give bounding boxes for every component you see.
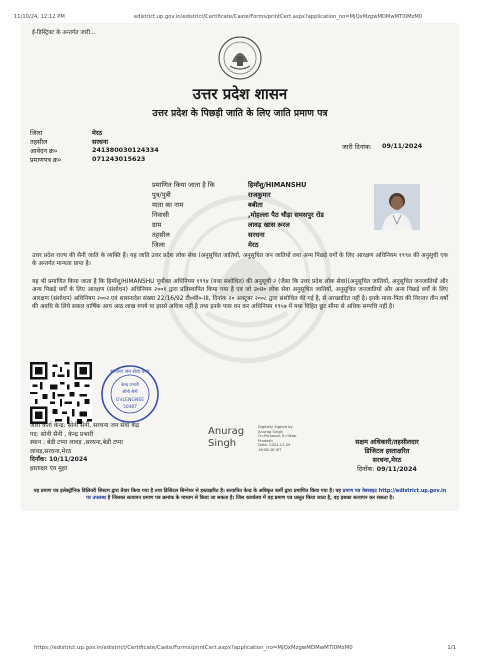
meta-row: तहसील सरधना — [30, 138, 109, 146]
svg-text:सौनी सैनी: सौनी सैनी — [122, 390, 138, 395]
svg-text:सरधना जन सेवा केन्द्र: सरधना जन सेवा केन्द्र — [110, 369, 150, 375]
applicant-photo — [374, 184, 420, 230]
svg-text:GVLENGNEE: GVLENGNEE — [115, 398, 145, 403]
print-url-top: edistrict.up.gov.in/edistrict/Certificate/Caste/Forms/printCert.aspx?application_no=MjQxMzgwMDMwMTI0MzM0 — [134, 14, 423, 20]
meta-row: प्रमाणपत्र क्र० 071243015623 — [30, 155, 146, 164]
issue-date: जारी दिनांक: 09/11/2024 — [342, 142, 423, 151]
certificate-subtitle: उत्तर प्रदेश के पिछड़ी जाति के लिए जाति प्रमाण पत्र — [152, 108, 328, 119]
meta-row: जिला मेरठ — [30, 129, 103, 137]
svg-text:50487: 50487 — [123, 405, 137, 410]
page-number: 1/1 — [447, 645, 456, 651]
verification-note: यह प्रमाण पत्र इलेक्ट्रॉनिक डिलिवरी सिस्टम द्वारा तैयार किया गया है तथा डिजिटल सिग्नेचर से हस्ताक्षरित है। सत्यापित केन्द्र के अधिकृत कर्मी द्वारा प्रमाणित किया गया है। यह प्रमाण पत्र वेबसाइट http://edistrict.up.gov.in पर उपलब्ध है जिसका सत्यापन प्रमाण पत्र क्रमांक के माध्यम से किया जा सकता है। जिस कार्यालय में यह प्रमाण पत्र प्रस्तुत किया जाता है, वह इसका सत्यापन कर सकता है। — [33, 488, 447, 502]
caste-paragraph: उत्तर प्रदेश राज्य की सैनी जाति के व्यक्ति हैं। यह जाति उत्तर प्रदेश लोक सेवा (अनुसूचित जातियों, अनुसूचित जन जातियों तथा अन्य पिछड़े वर्गों के लिए आरक्षण अधिनियम १९९४ की अनुसूची एक के अन्तर्गत मान्यता प्राप्त है। — [32, 253, 448, 268]
print-url-bottom: https://edistrict.up.gov.in/edistrict/Certificate/Caste/Forms/printCert.aspx?application_no=MjQxMzgwMDMwMTI0MzM0 — [34, 645, 353, 651]
authority-block: सक्षम अधिकारी/तहसीलदार डिजिटल हस्ताक्षरित सरधना,मेरठ दिनाँक: 09/11/2024 — [355, 438, 419, 473]
browser-header — [14, 14, 466, 20]
certificate-page: ई-डिस्ट्रिक्ट के अन्तर्गत जारी... उत्तर प्रदेश शासन उत्तर प्रदेश के पिछड़ी जाति के लिए जाति प्रमाण पत्र जिला मेरठ तहसील सरधना आवेदन क्र० 241380030124334 प्रमाणपत्र क्र० 071243015623 जारी दिनांक: 09/11/2024 प्रमाणित किया जाता है कि हिमाँशु/HIMANSHU पुत्र/पुत्री राजकुमार माता का नाम बबीता निवासी ,मोहल्ला पैठ चौड़ा समसपुर रोड ग्राम लावड़ खास रूरल तहसील सरधना जिला मेरठ उत्तर प्रदेश राज्य की सैनी जाति के व्यक्ति हैं। यह जाति उत्तर प्रदेश लोक सेवा (अनुसूचित जातियों, अनुसूचित जन जातियों तथा अन्य पिछड़े वर्गों के लिए आरक्षण अधिनियम १९९४ की अनुसूची एक के अन्तर्गत मान्यता प्राप्त है। यह भी प्रमाणित किया जाता है कि हिमाँशु/HIMANSHU पूर्वोक्त अधिनियम १९९४ (यथा संशोधित) की अनुसूची २ (जैसा कि उत्तर प्रदेश लोक सेवा)(अनुसूचित जातियों, अनुसूचित जनजातियों और अन्य पिछड़े वर्गों के लिए आरक्षण (संशोधन) अधिनियम २००१ द्वारा प्रतिस्थापित किया गया है एवं जो उ०प्र० लोक सेवा अनुसूचित जातियों, अनुसूचित जनजातियों और अन्य पिछड़े वर्गों के लिए आरक्षण (संशोधन) अधिनियम २००२ एवं शासनादेश संख्या 22/16/92 टी०सी०-III, दिनांक २० अक्टूबर २००८ द्वारा संशोधित की गई है, से आच्छादित नहीं है। इनके माता-पिता की निरन्तर तीन वर्षों की अवधि के लिये सकल वार्षिक आय आठ लाख रुपये या इससे अधिक नहीं है तथा इनके पास धन कर अधिनियम १९५७ में यथा विहित छूट सीमा से अधिक सम्पत्ति नहीं है। सरधना जन सेवा केन्द्र केन्द्र प्रभारी सौनी सैनी GVLENGNEE 50487 जारी कर्ता केन्द्र: सोनी सैनी, सरधना जन सेवा केंद्र पद: सोनी सैनी , केन्द्र प्रभारी स्थान : बेडी टप्पा लावड़ ,सरधना,बेडी टप्पा लावड़,सरधना,मेरठ दिनाँक: 10/11/2024 हस्ताक्षर एंव मुहर Anurag Singh Digitally Signed by Anurag Singh O=Personal, S=Uttar Pradesh Date: 2024.11.09 16:08:18 IST सक्षम अधिकारी/तहसीलदार डिजिटल हस्ताक्षरित सरधना,मेरठ दिनाँक: 09/11/2024 यह प्रमाण पत्र इलेक्ट्रॉनिक डिलिवरी सिस्टम द्वारा तैयार किया गया है तथा डिजिटल सिग्नेचर से हस्ताक्षरित है। सत्यापित केन्द्र के अधिकृत कर्मी द्वारा प्रमाणित किया गया है। यह प्रमाण पत्र वेबसाइट http://edistrict.up.gov.in पर उपलब्ध है जिसका सत्यापन प्रमाण पत्र क्रमांक के माध्यम से किया जा सकता है। जिस कार्यालय में यह प्रमाण पत्र प्रस्तुत किया जाता है, वह इसका सत्यापन कर सकता है। — [22, 24, 458, 510]
issuer-block: जारी कर्ता केन्द्र: सोनी सैनी, सरधना जन सेवा केंद्र पद: सोनी सैनी , केन्द्र प्रभारी स्थान : बेडी टप्पा लावड़ ,सरधना,बेडी टप्पा लावड़,सरधना,मेरठ दिनाँक: 10/11/2024 हस्ताक्षर एंव मुहर — [30, 422, 140, 472]
svg-text:केन्द्र प्रभारी: केन्द्र प्रभारी — [121, 383, 139, 388]
verification-url[interactable]: प्रमाण पत्र वेबसाइट http://edistrict.up.gov.in पर उपलब्ध — [86, 488, 447, 502]
certification-paragraph: यह भी प्रमाणित किया जाता है कि हिमाँशु/HIMANSHU पूर्वोक्त अधिनियम १९९४ (यथा संशोधित) की अनुसूची २ (जैसा कि उत्तर प्रदेश लोक सेवा)(अनुसूचित जातियों, अनुसूचित जनजातियों और अन्य पिछड़े वर्गों के लिए आरक्षण (संशोधन) अधिनियम २००१ द्वारा प्रतिस्थापित किया गया है एवं जो उ०प्र० लोक सेवा अनुसूचित जातियों, अनुसूचित जनजातियों और अन्य पिछड़े वर्गों के लिए आरक्षण (संशोधन) अधिनियम २००२ एवं शासनादेश संख्या 22/16/92 टी०सी०-III, दिनांक २० अक्टूबर २००८ द्वारा संशोधित की गई है, से आच्छादित नहीं है। इनके माता-पिता की निरन्तर तीन वर्षों की अवधि के लिये सकल वार्षिक आय आठ लाख रुपये या इससे अधिक नहीं है तथा इनके पास धन कर अधिनियम १९५७ में यथा विहित छूट सीमा से अधिक सम्पत्ति नहीं है। — [32, 279, 448, 311]
digital-signature-details: Digitally Signed by Anurag Singh O=Personal, S=Uttar Pradesh Date: 2024.11.09 16:08:18 IST — [258, 425, 297, 452]
csc-seal-stamp — [100, 364, 160, 424]
print-datetime: 11/10/24, 12:12 PM — [14, 14, 65, 20]
browser-footer — [34, 645, 466, 651]
meta-row: आवेदन क्र० 241380030124334 — [30, 146, 159, 155]
qr-code — [30, 362, 92, 424]
digital-signature-name: Anurag Singh — [208, 426, 245, 449]
page-title: उत्तर प्रदेश शासन — [192, 85, 288, 103]
up-govt-emblem-icon — [218, 36, 262, 80]
edistrict-note: ई-डिस्ट्रिक्ट के अन्तर्गत जारी... — [32, 30, 96, 36]
